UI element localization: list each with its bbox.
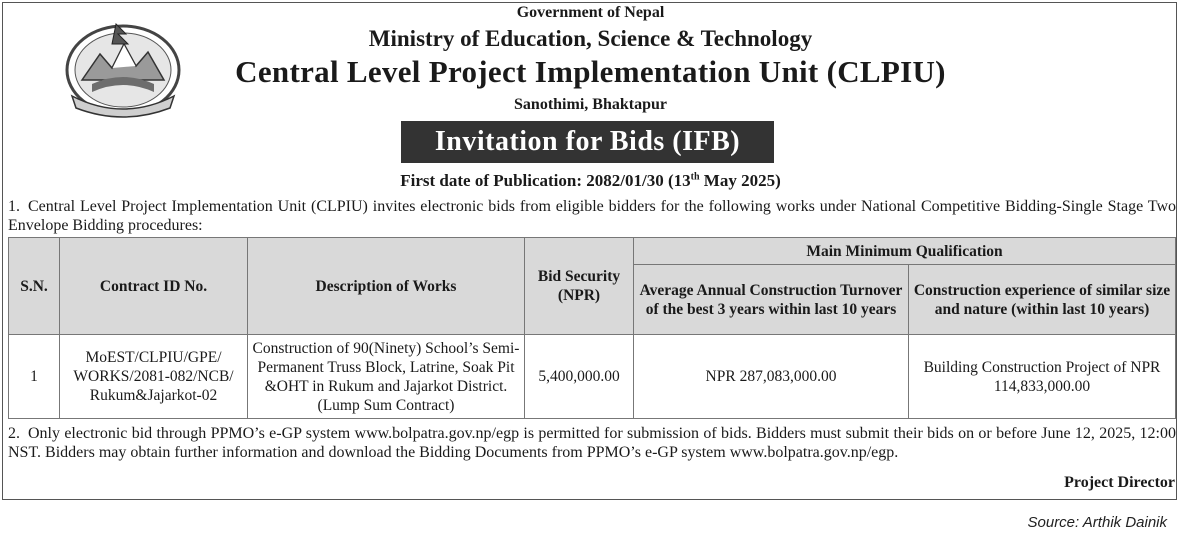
- notice-title: Invitation for Bids (IFB): [401, 121, 774, 163]
- address-line: Sanothimi, Bhaktapur: [514, 96, 667, 113]
- header-description: Description of Works: [248, 238, 525, 335]
- bid-table: [8, 237, 1176, 419]
- signature: Project Director: [1064, 474, 1175, 491]
- header-contract-id: Contract ID No.: [60, 238, 248, 335]
- source-credit: Source: Arthik Dainik: [1027, 514, 1167, 531]
- paragraph-number: 1.: [8, 198, 20, 215]
- publication-date: First date of Publication: 2082/01/30 (13th May 2025): [400, 171, 781, 190]
- header-turnover: Average Annual Construction Turnover of the best 3 years within last 10 years: [634, 265, 909, 335]
- ministry-heading: Ministry of Education, Science & Technology: [368, 26, 813, 51]
- cell-experience: Building Construction Project of NPR 114,833,000.00: [909, 335, 1176, 419]
- paragraph-1: [8, 197, 1176, 235]
- government-heading: Government of Nepal: [516, 4, 665, 21]
- header-experience: Construction experience of similar size and nature (within last 10 years): [909, 265, 1176, 335]
- paragraph-text: Central Level Project Implementation Unit (CLPIU) invites electronic bids from eligible bidders for the following works under National Competitive Bidding-Single Stage Two Envelope Bidding procedures:: [8, 198, 1176, 234]
- cell-sn: 1: [9, 335, 60, 419]
- header-sn: S.N.: [9, 238, 60, 335]
- paragraph-number: 2.: [8, 425, 20, 442]
- header-bid-security: Bid Security (NPR): [525, 238, 634, 335]
- cell-bid-security: 5,400,000.00: [525, 335, 634, 419]
- cell-contract-id: MoEST/CLPIU/GPE/ WORKS/2081-082/NCB/ Rukum&Jajarkot-02: [60, 335, 248, 419]
- paragraph-text: Only electronic bid through PPMO’s e-GP system www.bolpatra.gov.np/egp is permitted for submission of bids. Bidders must submit their bids on or before June 12, 2025, 12:00 NST. Bidders may obtain further information and download the Bidding Documents from PPMO’s e-GP system www.bolpatra.gov.np/egp.: [8, 425, 1176, 461]
- cell-description: Construction of 90(Ninety) School’s Semi-Permanent Truss Block, Latrine, Soak Pit &OHT in Rukum and Jajarkot District.(Lump Sum Contract): [248, 335, 525, 419]
- table-row: [9, 335, 1176, 419]
- unit-heading: Central Level Project Implementation Unit (CLPIU): [235, 54, 946, 89]
- cell-turnover: NPR 287,083,000.00: [634, 335, 909, 419]
- paragraph-2: [8, 424, 1176, 462]
- header-main-qualification: Main Minimum Qualification: [634, 238, 1176, 265]
